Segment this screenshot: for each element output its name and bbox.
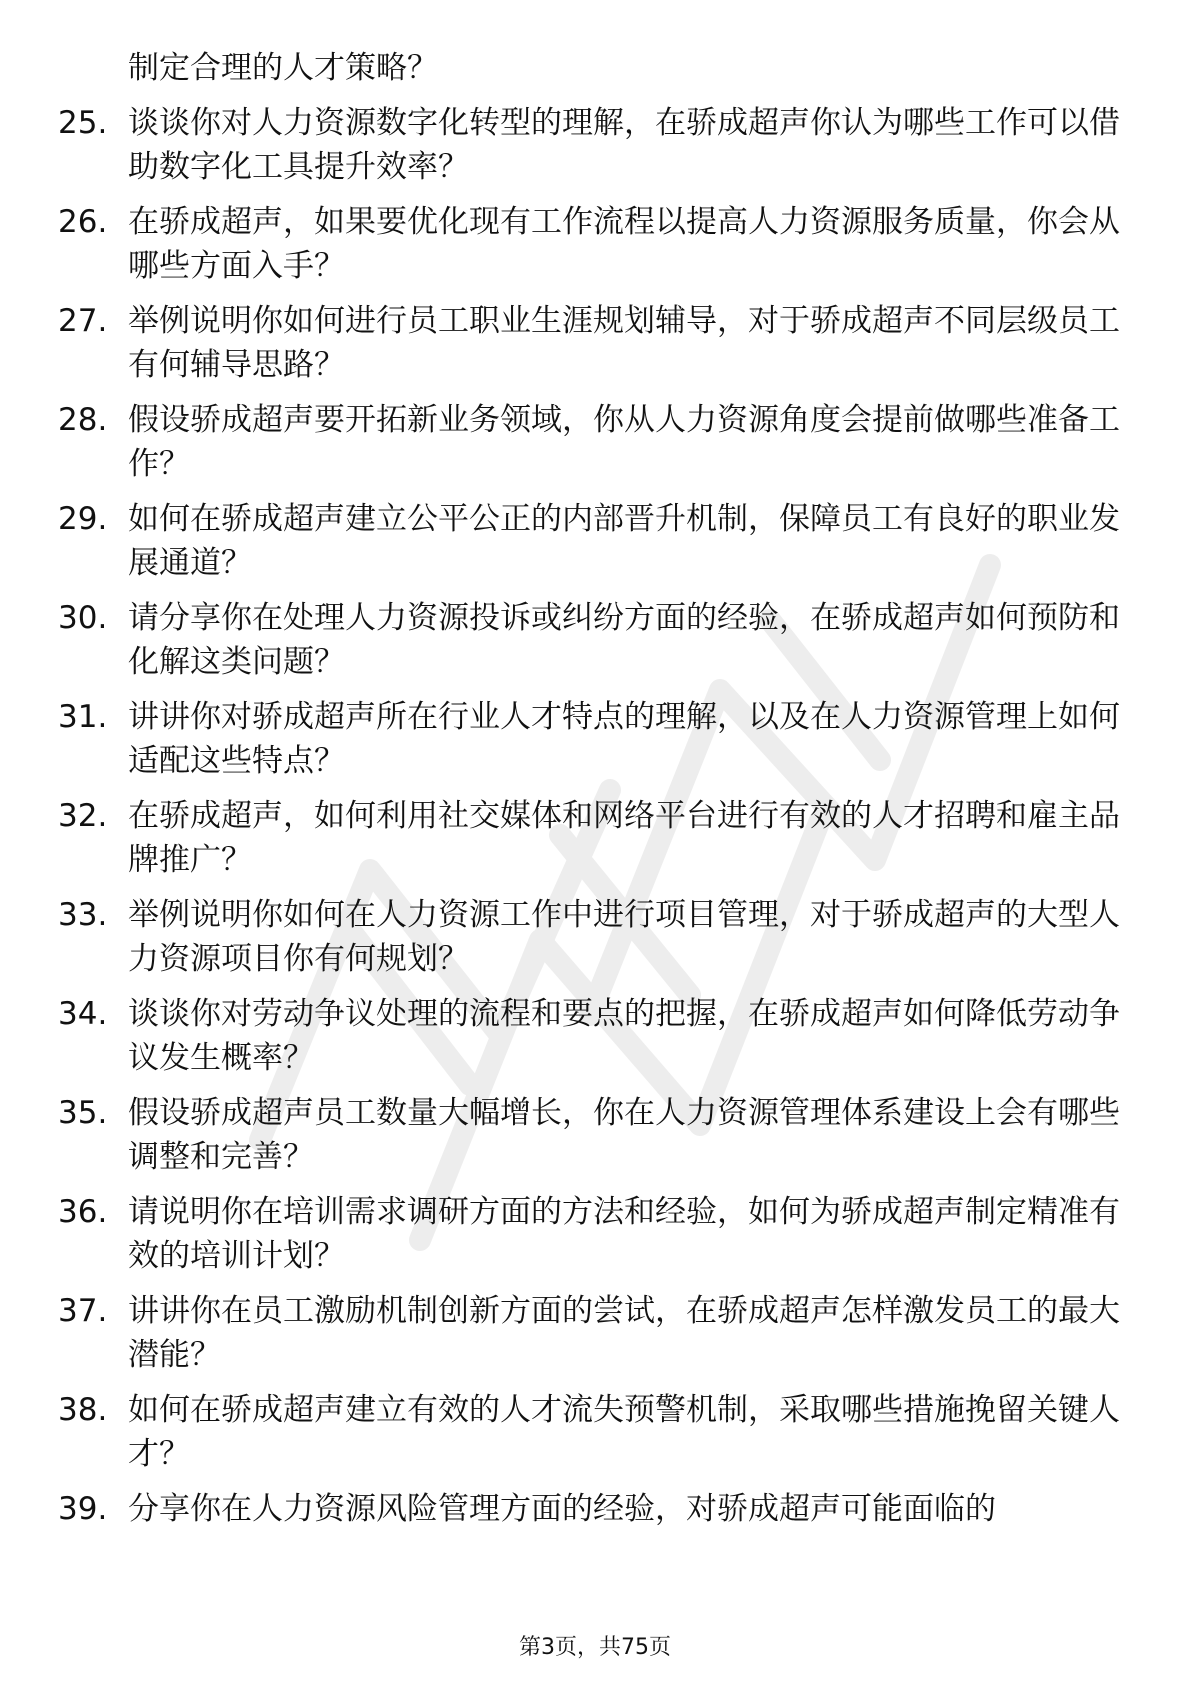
question-text: 举例说明你如何进行员工职业生涯规划辅导，对于骄成超声不同层级员工有何辅导思路？ [128,303,1120,383]
question-number: 37. [58,1293,108,1329]
question-number: 28. [58,402,108,438]
page-footer [0,1634,1190,1662]
question-item [58,101,1128,189]
question-number: 38. [58,1392,108,1428]
question-item [58,497,1128,585]
question-item [58,1091,1128,1179]
question-text: 如何在骄成超声建立有效的人才流失预警机制，采取哪些措施挽留关键人才？ [128,1392,1120,1472]
question-item [58,299,1128,387]
question-item [58,1388,1128,1476]
question-text: 讲讲你对骄成超声所在行业人才特点的理解，以及在人力资源管理上如何适配这些特点？ [128,699,1120,779]
question-text: 在骄成超声，如何利用社交媒体和网络平台进行有效的人才招聘和雇主品牌推广？ [128,798,1120,878]
question-item [58,596,1128,684]
question-item [58,893,1128,981]
question-text: 请说明你在培训需求调研方面的方法和经验，如何为骄成超声制定精准有效的培训计划？ [128,1194,1120,1274]
question-number: 36. [58,1194,108,1230]
question-number: 31. [58,699,108,735]
question-text: 请分享你在处理人力资源投诉或纠纷方面的经验，在骄成超声如何预防和化解这类问题？ [128,600,1120,680]
question-text: 举例说明你如何在人力资源工作中进行项目管理，对于骄成超声的大型人力资源项目你有何规划？ [128,897,1120,977]
question-number: 33. [58,897,108,933]
question-number: 27. [58,303,108,339]
question-item [58,1289,1128,1377]
question-number: 32. [58,798,108,834]
question-item [58,200,1128,288]
question-number: 26. [58,204,108,240]
question-number: 35. [58,1095,108,1131]
question-item [58,1190,1128,1278]
continued-question-text: 制定合理的人才策略？ [128,50,438,86]
question-item [58,992,1128,1080]
question-text: 假设骄成超声员工数量大幅增长，你在人力资源管理体系建设上会有哪些调整和完善？ [128,1095,1120,1175]
question-text: 分享你在人力资源风险管理方面的经验，对骄成超声可能面临的 [128,1491,996,1527]
question-item [58,794,1128,882]
question-number: 34. [58,996,108,1032]
page-number-label: 第3页，共75页 [519,1635,671,1660]
question-number: 30. [58,600,108,636]
question-number: 29. [58,501,108,537]
question-text: 谈谈你对劳动争议处理的流程和要点的把握，在骄成超声如何降低劳动争议发生概率？ [128,996,1120,1076]
question-text: 如何在骄成超声建立公平公正的内部晋升机制，保障员工有良好的职业发展通道？ [128,501,1120,581]
question-item [58,1487,1128,1531]
question-list [58,46,1128,1542]
question-text: 讲讲你在员工激励机制创新方面的尝试，在骄成超声怎样激发员工的最大潜能？ [128,1293,1120,1373]
question-text: 在骄成超声，如果要优化现有工作流程以提高人力资源服务质量，你会从哪些方面入手？ [128,204,1120,284]
question-item [58,695,1128,783]
question-text: 假设骄成超声要开拓新业务领域，你从人力资源角度会提前做哪些准备工作？ [128,402,1120,482]
question-number: 25. [58,105,108,141]
question-number: 39. [58,1491,108,1527]
question-text: 谈谈你对人力资源数字化转型的理解，在骄成超声你认为哪些工作可以借助数字化工具提升效率？ [128,105,1120,185]
question-item [58,398,1128,486]
